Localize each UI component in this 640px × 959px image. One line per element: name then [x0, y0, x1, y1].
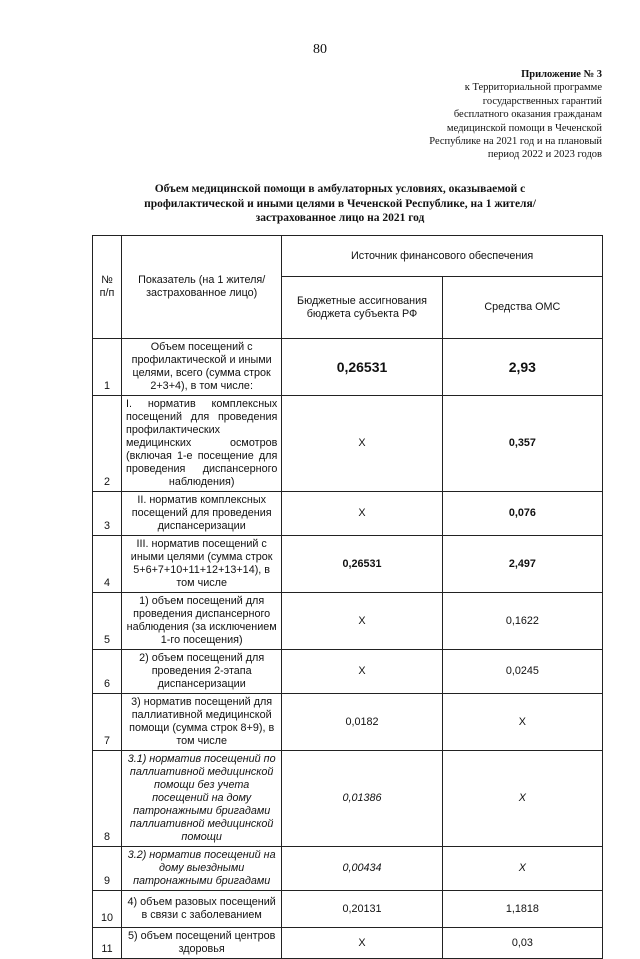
row-number: 8 — [93, 751, 122, 847]
header-indicator: Показатель (на 1 жителя/застрахованное лицо) — [122, 236, 282, 339]
row-budget-value: Х — [282, 492, 442, 536]
row-budget-value: Х — [282, 928, 442, 959]
row-number: 7 — [93, 694, 122, 751]
page-number: 80 — [313, 42, 327, 57]
table-row — [93, 593, 603, 650]
row-number: 1 — [93, 339, 122, 396]
row-number: 11 — [93, 928, 122, 959]
row-indicator: I. норматив комплексных посещений для проведения профилактических медицинских осмотров (включая 1-е посещение для проведения диспансерного наблюдения) — [122, 396, 282, 492]
header-source: Источник финансового обеспечения — [282, 236, 603, 277]
row-number: 3 — [93, 492, 122, 536]
appendix-line: государственных гарантий — [482, 95, 602, 107]
row-budget-value: 0,26531 — [282, 536, 442, 593]
table-row — [93, 847, 603, 891]
row-number: 4 — [93, 536, 122, 593]
appendix-line: медицинской помощи в Чеченской — [446, 122, 602, 134]
row-number: 6 — [93, 650, 122, 694]
appendix-line: Республике на 2021 год и на плановый — [429, 136, 602, 148]
table-row — [93, 751, 603, 847]
row-number: 2 — [93, 396, 122, 492]
row-oms-value: Х — [442, 751, 602, 847]
table-row — [93, 928, 603, 959]
table-row — [93, 891, 603, 928]
row-budget-value: 0,0182 — [282, 694, 442, 751]
header-num: № п/п — [93, 236, 122, 339]
appendix-line: к Территориальной программе — [464, 82, 602, 94]
row-number: 9 — [93, 847, 122, 891]
table-row — [93, 492, 603, 536]
table-row — [93, 694, 603, 751]
header-budget: Бюджетные ассигнования бюджета субъекта РФ — [282, 277, 442, 339]
row-indicator: 2) объем посещений для проведения 2-этапа диспансеризации — [122, 650, 282, 694]
row-budget-value: Х — [282, 650, 442, 694]
row-indicator: 3) норматив посещений для паллиативной медицинской помощи (сумма строк 8+9), в том числе — [122, 694, 282, 751]
row-indicator: 3.2) норматив посещений на дому выездными патронажными бригадами — [122, 847, 282, 891]
row-budget-value: Х — [282, 593, 442, 650]
row-oms-value: 2,497 — [442, 536, 602, 593]
row-budget-value: 0,01386 — [282, 751, 442, 847]
row-number: 10 — [93, 891, 122, 928]
row-indicator: 3.1) норматив посещений по паллиативной медицинской помощи без учета посещений на дому патронажными бригадами паллиативной медицинской помощи — [122, 751, 282, 847]
row-oms-value: Х — [442, 847, 602, 891]
appendix-block — [302, 68, 602, 162]
row-oms-value: 0,03 — [442, 928, 602, 959]
header-row — [93, 236, 603, 277]
row-indicator: II. норматив комплексных посещений для проведения диспансеризации — [122, 492, 282, 536]
table-row — [93, 536, 603, 593]
row-budget-value: 0,00434 — [282, 847, 442, 891]
row-indicator: 5) объем посещений центров здоровья — [122, 928, 282, 959]
header-oms: Средства ОМС — [442, 277, 602, 339]
table-row — [93, 339, 603, 396]
table-row — [93, 650, 603, 694]
appendix-heading: Приложение № 3 — [521, 69, 602, 80]
row-budget-value: 0,20131 — [282, 891, 442, 928]
row-oms-value: 0,1622 — [442, 593, 602, 650]
row-budget-value: Х — [282, 396, 442, 492]
appendix-line: бесплатного оказания гражданам — [453, 109, 602, 121]
document-title: Объем медицинской помощи в амбулаторных условиях, оказываемой с профилактической и иными целями в Чеченской Республике, на 1 жителя/застрахованное лицо на 2021 год — [144, 183, 536, 224]
row-indicator: 4) объем разовых посещений в связи с заболеванием — [122, 891, 282, 928]
row-indicator: 1) объем посещений для проведения диспансерного наблюдения (за исключением 1-го посещения) — [122, 593, 282, 650]
row-indicator: III. норматив посещений с иными целями (сумма строк 5+6+7+10+11+12+13+14), в том числе — [122, 536, 282, 593]
row-oms-value: 1,1818 — [442, 891, 602, 928]
row-budget-value: 0,26531 — [282, 339, 442, 396]
row-oms-value: 2,93 — [442, 339, 602, 396]
row-oms-value: 0,0245 — [442, 650, 602, 694]
row-indicator: Объем посещений с профилактической и иными целями, всего (сумма строк 2+3+4), в том числе: — [122, 339, 282, 396]
row-oms-value: Х — [442, 694, 602, 751]
appendix-line: период 2022 и 2023 годов — [487, 149, 602, 161]
row-oms-value: 0,357 — [442, 396, 602, 492]
table-row — [93, 396, 603, 492]
row-number: 5 — [93, 593, 122, 650]
volume-table — [92, 235, 603, 959]
row-oms-value: 0,076 — [442, 492, 602, 536]
